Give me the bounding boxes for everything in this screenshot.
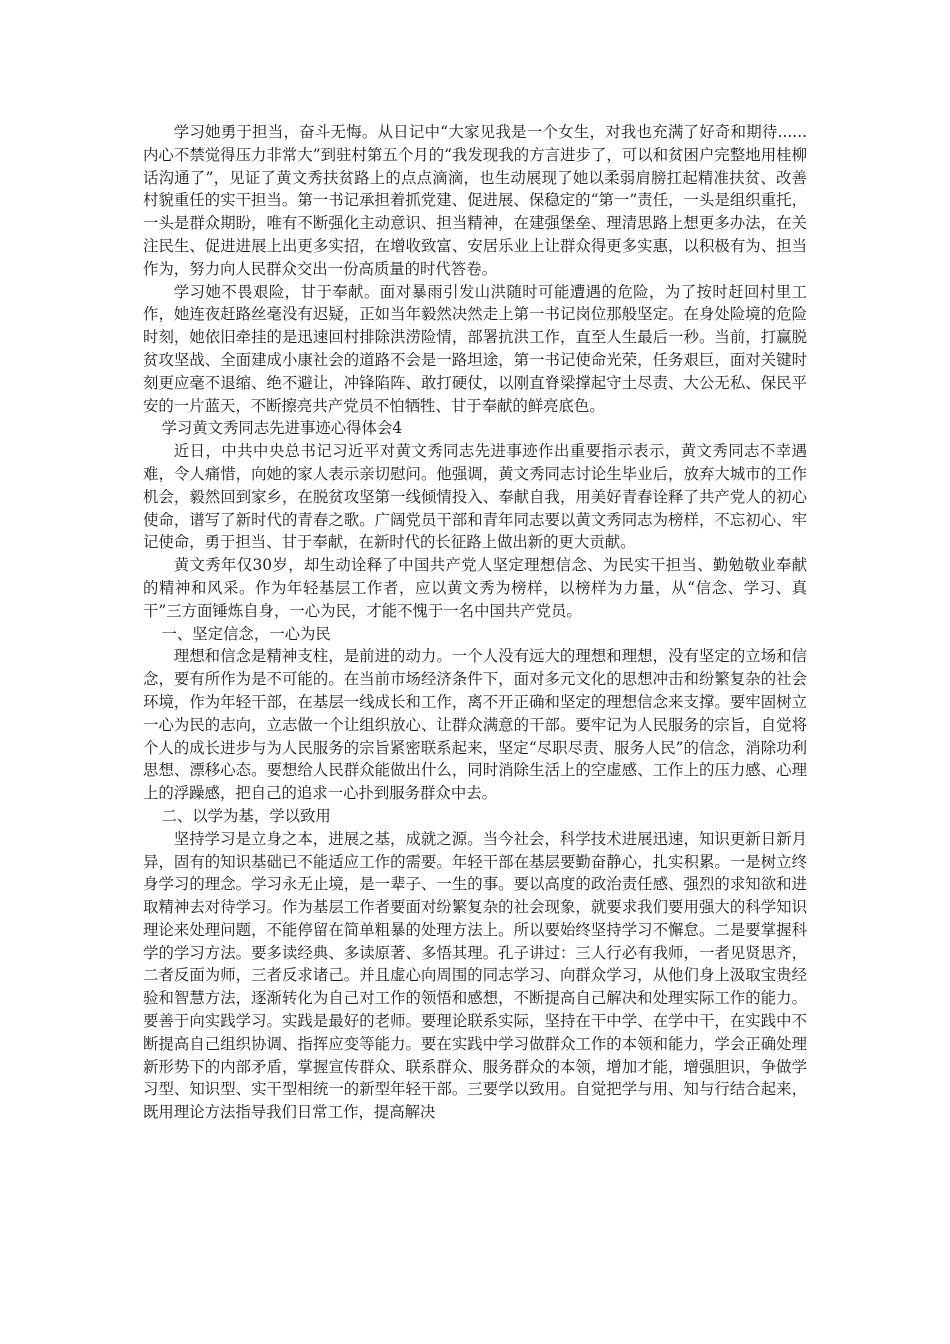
heading-belief: 一、坚定信念，一心为民: [161, 624, 331, 643]
heading-learning: 二、以学为基，学以致用: [161, 806, 331, 825]
paragraph-instruction: 近日，中共中央总书记习近平对黄文秀同志先进事迹作出重要指示表示，黄文秀同志不幸遇难，令人痛惜，向她的家人表示亲切慰问。他强调，黄文秀同志讨论生毕业后，放弃大城市的工作机会，毅然回到家乡，在脱贫攻坚第一线倾情投入、奉献自我，用美好青春诠释了共产党人的初心使命，谱写了新时代的青春之歌。广阔党员干部和青年同志要以黄文秀同志为榜样，不忘初心、牢记使命，勇于担当、甘于奉献，在新时代的长征路上做出新的更大贡献。: [143, 442, 807, 552]
paragraph-courage: 学习她勇于担当，奋斗无悔。从日记中“大家见我是一个女生，对我也充满了好奇和期待......内心不禁觉得压力非常大”到驻村第五个月的“我发现我的方言进步了，可以和贫困户完整地用桂柳话沟通了”，见证了黄文秀扶贫路上的点点滴滴，也生动展现了她以柔弱肩膀扛起精准扶贫、改善村貌重任的实干担当。第一书记承担着抓党建、促进展、保稳定的“第一”责任，一头是组织重托，一头是群众期盼，唯有不断强化主动意识、担当精神，在建强堡垒、理清思路上想更多办法，在关注民生、促进进展上出更多实招，在增收致富、安居乐业上让群众得更多实惠，以积极有为、担当作为，努力向人民群众交出一份高质量的时代答卷。: [143, 123, 807, 278]
document-page: [143, 121, 807, 1124]
paragraph-dedication: 学习她不畏艰险，甘于奉献。面对暴雨引发山洪随时可能遭遇的危险，为了按时赶回村里工作，她连夜赶路丝毫没有迟疑，正如当年毅然决然走上第一书记岗位那般坚定。在身处险境的危险时刻，她依旧牵挂的是迅速回村排除洪涝险情，部署抗洪工作，直至人生最后一秒。当前，打赢脱贫攻坚战、全面建成小康社会的道路不会是一路坦途，第一书记使命光荣，任务艰巨，面对关键时刻更应毫不退缩、绝不避让，冲锋陷阵、敢打硬仗，以刚直脊梁撑起守土尽责、大公无私、保民平安的一片蓝天，不断擦亮共产党员不怕牺牲、甘于奉献的鲜亮底色。: [143, 282, 807, 415]
paragraph-role-model: 黄文秀年仅30岁，却生动诠释了中国共产党人坚定理想信念、为民实干担当、勤勉敬业奉献的精神和风采。作为年轻基层工作者，应以黄文秀为榜样，以榜样为力量，从“信念、学习、真干”三方面锤炼自身，一心为民，才能不愧于一名中国共产党员。: [143, 556, 807, 620]
paragraph-belief: 理想和信念是精神支柱，是前进的动力。一个人没有远大的理想和理想，没有坚定的立场和信念，要有所作为是不可能的。在当前市场经济条件下，面对多元文化的思想冲击和纷繁复杂的社会环境，作为年轻干部，在基层一线成长和工作，离不开正确和坚定的理想信念来支撑。要牢固树立一心为民的志向，立志做一个让组织放心、让群众满意的干部。要牢记为人民服务的宗旨，自觉将个人的成长进步与为人民服务的宗旨紧密联系起来，坚定“尽职尽责、服务人民”的信念，消除功利思想、漂移心态。要想给人民群众能做出什么，同时消除生活上的空虚感、工作上的压力感、心理上的浮躁感，把自己的追求一心扑到服务群众中去。: [143, 647, 807, 803]
section-title-essay-4: 学习黄文秀同志先进事迹心得体会4: [161, 419, 403, 438]
paragraph-learning: 坚持学习是立身之本，进展之基，成就之源。当今社会，科学技术进展迅速，知识更新日新月异，固有的知识基础已不能适应工作的需要。年轻干部在基层要勤奋静心，扎实积累。一是树立终身学习的理念。学习永无止境，是一辈子、一生的事。要以高度的政治责任感、强烈的求知欲和进取精神去对待学习。作为基层工作者要面对纷繁复杂的社会现象，就要求我们要用强大的科学知识理论来处理问题，不能停留在简单粗暴的处理方法上。所以要始终坚持学习不懈怠。二是要掌握科学的学习方法。要多读经典、多读原著、多悟其理。孔子讲过：三人行必有我师，一者见贤思齐，二者反面为师，三者反求诸己。并且虚心向周围的同志学习、向群众学习，从他们身上汲取宝贵经验和智慧方法，逐渐转化为自己对工作的领悟和感想，不断提高自己解决和处理实际工作的能力。要善于向实践学习。实践是最好的老师。要理论联系实际，坚持在干中学、在学中干，在实践中不断提高自己组织协调、指挥应变等能力。要在实践中学习做群众工作的本领和能力，学会正确处理新形势下的内部矛盾，掌握宣传群众、联系群众、服务群众的本领，增加才能，增强胆识，争做学习型、知识型、实干型相统一的新型年轻干部。三要学以致用。自觉把学与用、知与行结合起来，既用理论方法指导我们日常工作，提高解决: [143, 829, 807, 1122]
